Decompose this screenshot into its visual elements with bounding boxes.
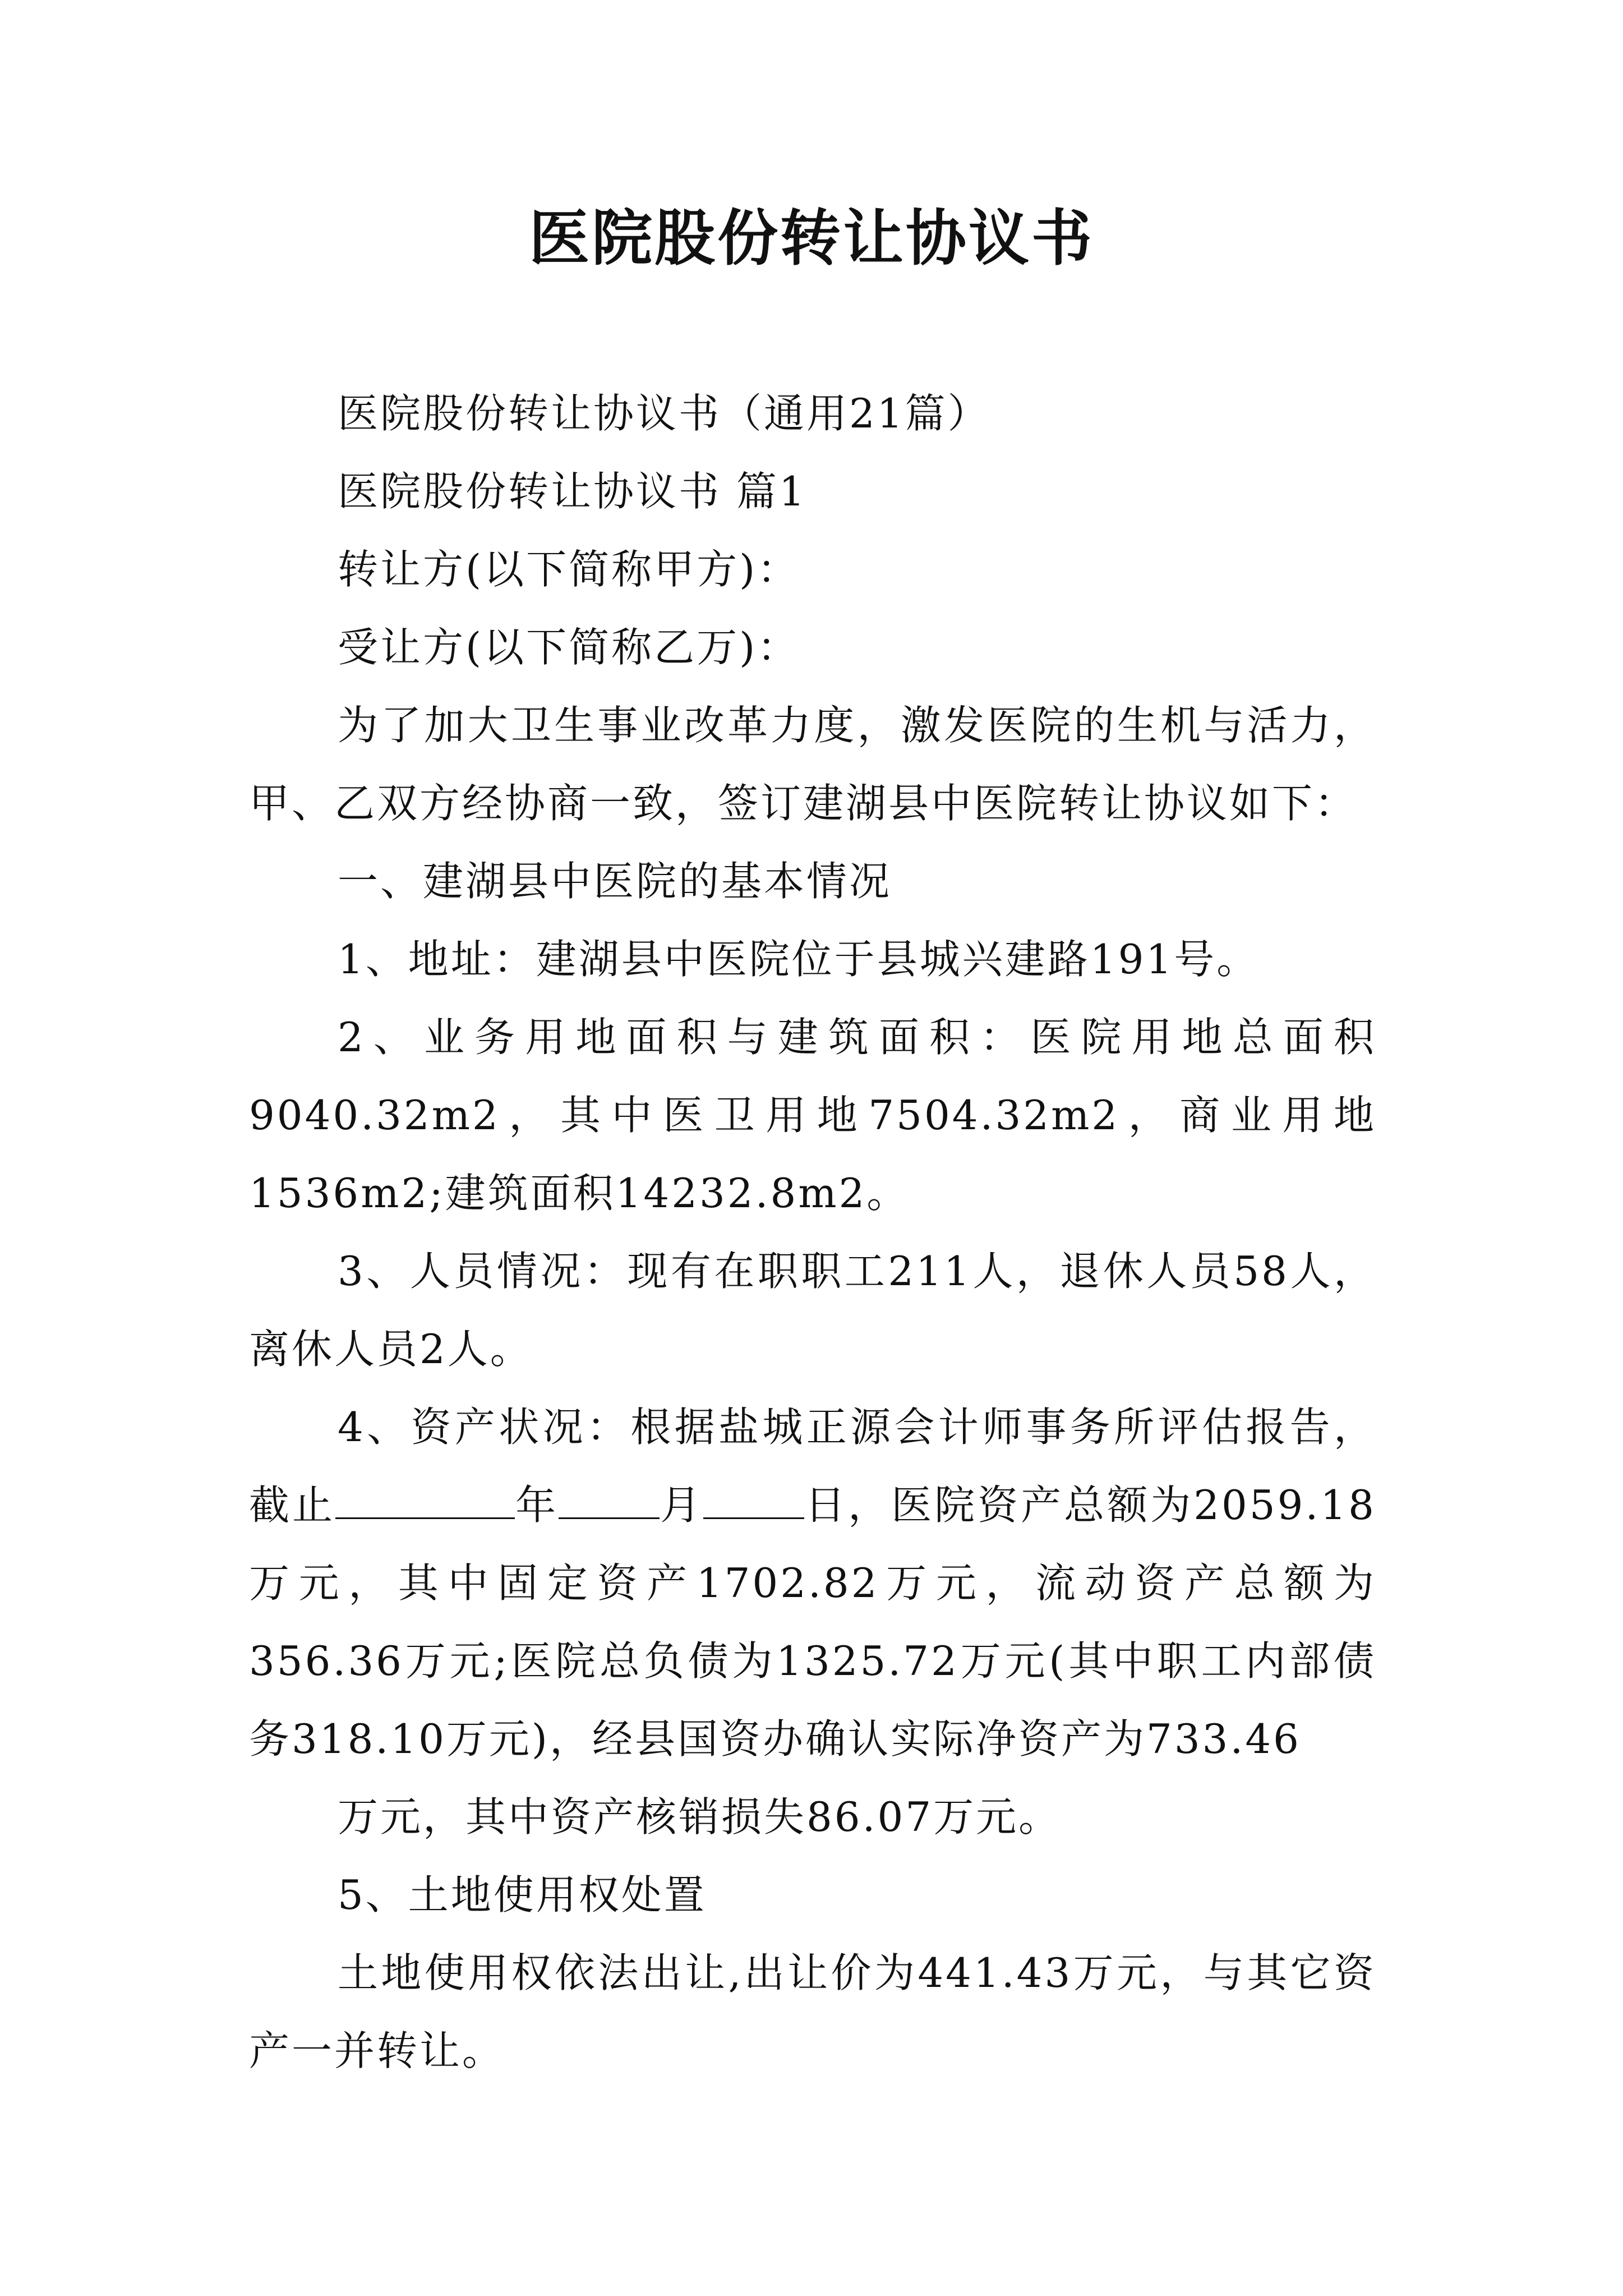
document-title: 医院股份转让协议书 <box>528 203 1094 274</box>
document-body <box>249 375 1376 2090</box>
paragraph-transferor: 转让方(以下简称甲方)： <box>338 546 800 593</box>
paragraph-address: 1、地址：建湖县中医院位于县城兴建路191号。 <box>338 936 1260 983</box>
month-blank <box>559 1477 660 1519</box>
day-blank <box>703 1477 804 1519</box>
paragraph-transferee: 受让方(以下简称乙万)： <box>338 624 800 671</box>
paragraph-section-heading: 医院股份转让协议书 篇1 <box>338 468 807 515</box>
paragraph-land-area: 2、业务用地面积与建筑面积：医院用地总面积9040.32m2，其中医卫用地7504.32m2，商业用地1536m2;建筑面积14232.8m2。 <box>249 1014 1376 1217</box>
year-label: 年 <box>515 1481 559 1529</box>
month-label: 月 <box>660 1481 704 1529</box>
paragraph-subtitle: 医院股份转让协议书（通用21篇） <box>338 390 990 437</box>
paragraph-assets <box>249 1388 1376 1778</box>
paragraph-land-rights: 土地使用权依法出让,出让价为441.43万元，与其它资产一并转让。 <box>249 1949 1376 2074</box>
assets-text-part1: 4、资产状况：根据盐城正源会计师事务所评估报告，截止 <box>249 1404 1376 1529</box>
paragraph-basic-info-heading: 一、建湖县中医院的基本情况 <box>338 858 892 905</box>
paragraph-land-rights-heading: 5、土地使用权处置 <box>338 1871 707 1918</box>
paragraph-preamble: 为了加大卫生事业改革力度，激发医院的生机与活力，甲、乙双方经协商一致，签订建湖县中医院转让协议如下： <box>249 702 1376 827</box>
paragraph-staff: 3、人员情况：现有在职职工211人，退休人员58人，离休人员2人。 <box>249 1248 1376 1373</box>
assets-text-part4: 日，医院资产总额为2059.18万元，其中固定资产1702.82万元，流动资产总额为356.36万元;医院总负债为1325.72万元(其中职工内部债务318.10万元)，经县国资办确认实际净资产为733.46 <box>249 1481 1376 1763</box>
year-blank <box>335 1477 515 1519</box>
paragraph-write-off: 万元，其中资产核销损失86.07万元。 <box>338 1793 1062 1841</box>
